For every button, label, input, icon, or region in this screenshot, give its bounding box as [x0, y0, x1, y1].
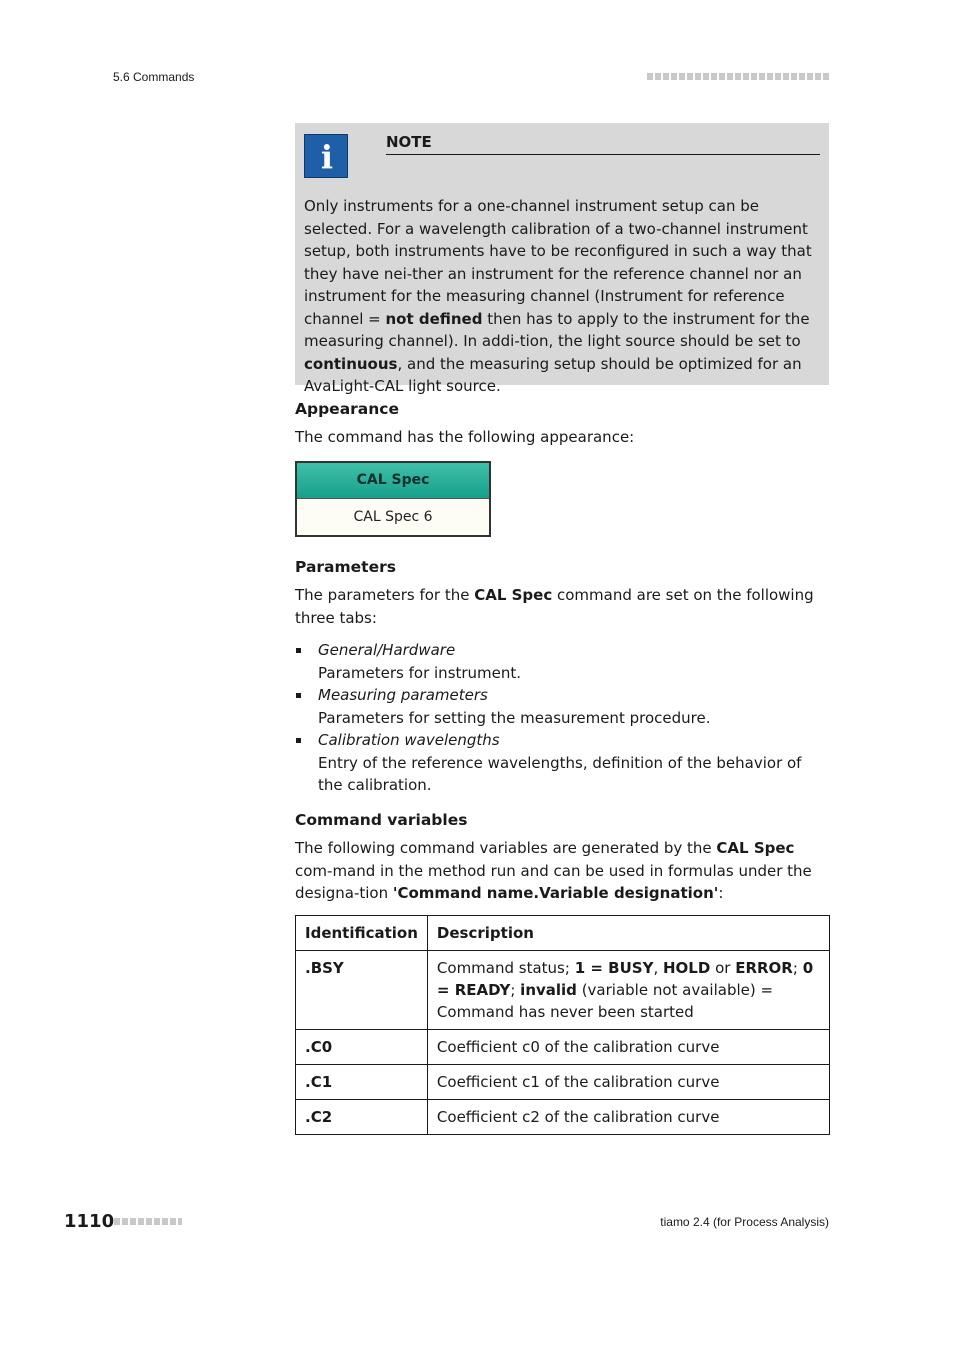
widget-name: CAL Spec 6 [353, 509, 433, 525]
table-row [296, 1065, 830, 1100]
running-header-section: 5.6 Commands [113, 70, 195, 84]
note-text: Only instruments for a one-channel instrument setup can be selected. For a wavelength calibration of a two-channel instrument setup, both instruments have to be reconfigured in such a way that they have nei-ther an instrument for the reference channel nor an instrument for the measuring channel (Instrument for reference channel = not defined then has to apply to the instrument for the measuring channel). In addi-tion, the light source should be set to continuous, and the measuring setup should be optimized for an AvaLight-CAL light source. [304, 197, 812, 395]
variable-description: Coefficient c1 of the calibration curve [427, 1065, 829, 1100]
parameters-text: The parameters for the CAL Spec command are set on the following three tabs: [295, 586, 814, 627]
list-item: Measuring parameters Parameters for setting the measurement procedure. [318, 684, 823, 729]
table-row [296, 1100, 830, 1135]
table-row [296, 951, 830, 1030]
info-icon-glyph: i [320, 138, 334, 176]
variable-description: Command status; 1 = BUSY, HOLD or ERROR; 0 = READY; invalid (variable not available) = Command has never been started [427, 951, 829, 1030]
note-box [295, 123, 829, 395]
widget-title: CAL Spec [297, 463, 489, 499]
variable-id: .C2 [296, 1100, 428, 1135]
variable-id: .BSY [296, 951, 428, 1030]
variable-description: Coefficient c0 of the calibration curve [427, 1030, 829, 1065]
variables-table [295, 915, 830, 1135]
parameter-tabs-list [318, 639, 823, 797]
variables-text: The following command variables are generated by the CAL Spec com-mand in the method run and can be used in formulas under the designa-tion 'Command name.Variable designation': [295, 839, 812, 902]
appearance-text: The command has the following appearance: [295, 428, 635, 446]
column-header-identification: Identification [296, 916, 428, 951]
footer-product: tiamo 2.4 (for Process Analysis) [660, 1215, 829, 1229]
variable-id: .C1 [296, 1065, 428, 1100]
parameters-heading: Parameters [295, 558, 396, 576]
variables-heading: Command variables [295, 811, 468, 829]
table-header-row [296, 916, 830, 951]
bullet-icon [296, 648, 301, 653]
list-item: General/Hardware Parameters for instrument. [318, 639, 823, 684]
cal-spec-command-widget[interactable] [295, 461, 491, 537]
variable-description: Coefficient c2 of the calibration curve [427, 1100, 829, 1135]
note-title: NOTE [386, 132, 820, 155]
info-icon [304, 134, 348, 178]
bullet-icon [296, 693, 301, 698]
list-item: Calibration wavelengths Entry of the reference wavelengths, definition of the behavior of the calibration. [318, 729, 823, 797]
bullet-icon [296, 738, 301, 743]
table-row [296, 1030, 830, 1065]
column-header-description: Description [427, 916, 829, 951]
variable-id: .C0 [296, 1030, 428, 1065]
appearance-heading: Appearance [295, 400, 399, 418]
page-number: 1110 [64, 1211, 115, 1232]
header-decoration [647, 73, 829, 80]
footer-decoration [114, 1218, 182, 1225]
